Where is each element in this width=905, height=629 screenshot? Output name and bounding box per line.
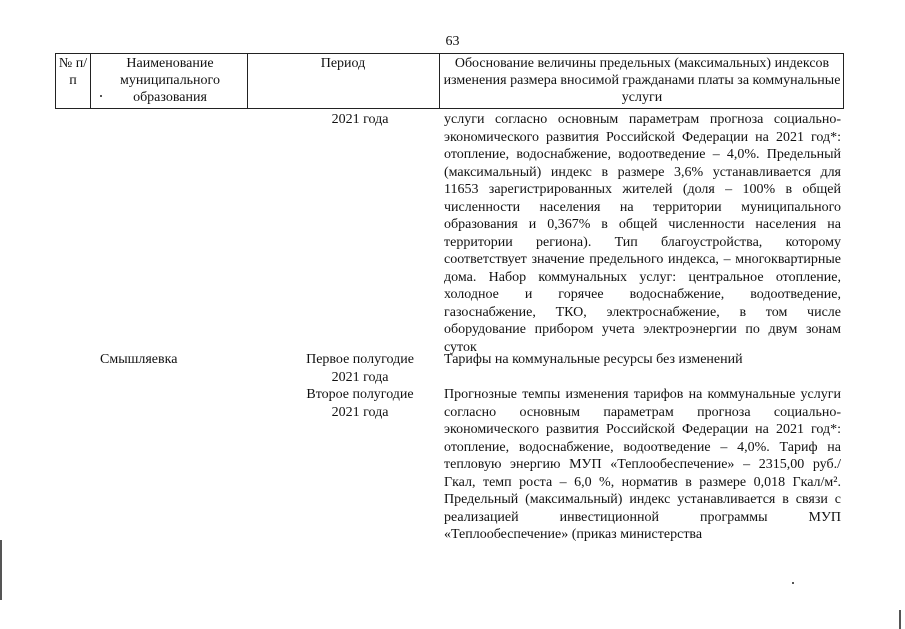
- row-3-period: Второе полугодие 2021 года: [306, 387, 414, 420]
- row-2-reason: Тарифы на коммунальные ресурсы без изменений: [444, 352, 743, 367]
- column-divider: [90, 53, 91, 109]
- scan-mark: [792, 582, 794, 584]
- row-2-name: Смышляевка: [100, 352, 178, 367]
- row-2-period: Первое полугодие 2021 года: [306, 352, 414, 385]
- row-3-reason: Прогнозные темпы изменения тарифов на коммунальные услуги согласно основным параметрам прогноза социально-экономического развития Российской Федерации на 2021 год*: отопление, водоснабжение, водоотведение – 4,0%. Тариф на тепловую энергию МУП «Теплообеспечение» – 2315,00 руб./Гкал, темп роста – 6,0 %, норматив в размере 0,018 Гкал/м². Предельный (максимальный) индекс устанавливается в связи с реализацией инвестиционной программы МУП «Теплообеспечение» (приказ министерства: [444, 387, 841, 542]
- scan-mark: [100, 95, 102, 97]
- header-period: Период: [320, 56, 366, 71]
- scan-mark: [899, 610, 901, 629]
- row-1-period: 2021 года: [331, 112, 389, 127]
- column-divider: [247, 53, 248, 109]
- header-num: № п/п: [58, 56, 88, 88]
- header-name: Наименование муниципального образования: [120, 56, 220, 105]
- header-reason: Обоснование величины предельных (максимальных) индексов изменения размера вносимой гражданами платы за коммунальные услуги: [443, 56, 841, 105]
- row-1-reason: услуги согласно основным параметрам прогноза социально-экономического развития Российской Федерации на 2021 год*: отопление, водоснабжение, водоотведение – 4,0%. Предельный (максимальный) индекс в размере 3,6% устанавливается для 11653 зарегистрированных жителей (доля – 100% в общей численности населения на территории муниципального образования и 0,367% в общей численности населения на территории региона). Тип благоустройства, которому соответствует значение предельного индекса, – многоквартирные дома. Набор коммунальных услуг: центральное отопление, холодное и горячее водоснабжение, водоотведение, газоснабжение, ТКО, электроснабжение, в том числе оборудование прибором учета электроэнергии по двум зонам суток: [444, 112, 841, 355]
- column-divider: [439, 53, 440, 109]
- scan-mark: [0, 540, 2, 600]
- page-number: 63: [445, 34, 460, 49]
